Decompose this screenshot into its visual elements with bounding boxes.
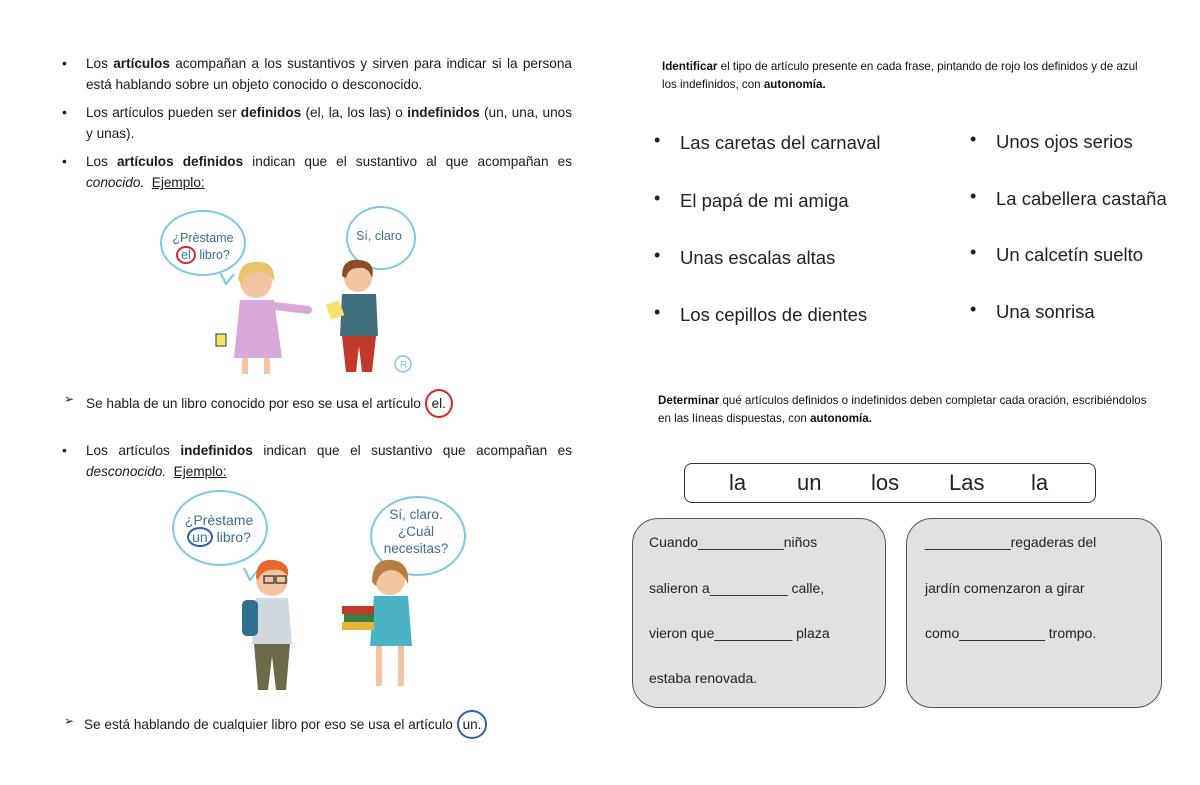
example-label: Ejemplo: — [151, 175, 205, 190]
bold-term: artículos — [113, 56, 170, 71]
text: Los — [86, 56, 114, 71]
article-circle-el: el — [176, 246, 196, 264]
text: (el, la, los las) o — [301, 105, 408, 120]
illustration-definite — [160, 210, 420, 375]
instruction-identify: Identificar el tipo de artículo presente en cada frase, pintando de rojo los definidos y de azul los indefinidos, con autonomía. — [662, 60, 1138, 91]
word-bank-item: Las — [949, 470, 985, 495]
article-circle-el-red: el. — [425, 389, 453, 418]
sentence-line: como___________ trompo. — [925, 625, 1097, 641]
speech-bubble-right-text: Sí, claro — [356, 229, 402, 243]
bullet-articles-intro — [86, 53, 572, 95]
bullet-dot: • — [62, 153, 67, 169]
bullet-definite-articles — [86, 151, 572, 193]
characters-illustration — [200, 250, 420, 378]
sentence-line: estaba renovada. — [649, 670, 758, 686]
sentence-line: jardín comenzaron a girar — [925, 580, 1085, 596]
registered-mark-text: R — [400, 360, 408, 371]
illustration-indefinite — [172, 490, 472, 700]
sentence-line: ___________regaderas del — [925, 534, 1097, 550]
speech-bubble-right-text: Sí, claro. ¿Cuál necesitas? — [383, 507, 449, 556]
article-circle-un-blue: un. — [457, 710, 488, 739]
text: Los artículos pueden ser — [86, 105, 241, 120]
sentence-line: salieron a__________ calle, — [649, 580, 825, 596]
italic-term: conocido. — [86, 175, 145, 190]
text: indican que el sustantivo al que acompañan es — [243, 154, 572, 169]
arrow-bullet-icon: ➢ — [64, 714, 75, 728]
bold-term: artículos definidos — [117, 154, 244, 169]
text: acompañan a los sustantivos y sirven para indicar si la persona está hablando sobre un objeto conocido o desconocido. — [86, 56, 572, 92]
arrow-bullet-icon: ➢ — [64, 392, 75, 406]
speech-bubble-left-text: ¿Prèstame un libro? — [184, 512, 254, 545]
bullet-indefinite-articles: Los artículos indefinidos indican que el sustantivo que acompañan es desconocido. Ejemplo: — [86, 443, 572, 479]
bold-term: indefinidos — [407, 105, 480, 120]
word-bank-item: los — [871, 470, 900, 495]
sentence-line: Cuando___________niños — [649, 534, 818, 550]
word-bank-item: un — [797, 470, 822, 495]
word-bank-item: la — [1031, 470, 1049, 495]
article-circle-un: un — [187, 527, 213, 547]
note-indefinite: Se está hablando de cualquier libro por eso se usa el artículo un. — [84, 710, 487, 739]
word-bank-item: la — [729, 470, 747, 495]
word-bank — [684, 463, 1096, 503]
text: Los — [86, 154, 117, 169]
fill-panel-left — [632, 518, 886, 708]
bullet-articles-types — [86, 102, 572, 144]
characters-illustration — [222, 550, 452, 700]
instruction-determine: Determinar qué artículos definidos o indefinidos deben completar cada oración, escribiéndolos en las líneas dispuestas, con autonomía. — [658, 394, 1147, 425]
bold-term: definidos — [240, 105, 302, 120]
bullet-dot: • — [62, 55, 67, 71]
sentence-line: vieron que__________ plaza — [649, 625, 830, 641]
bullet-dot: • — [62, 442, 67, 458]
note-definite: Se habla de un libro conocido por eso se usa el artículo el. — [86, 389, 453, 418]
text: (un, una, unos y unas). — [86, 105, 572, 141]
fill-panel-right — [906, 518, 1162, 708]
bullet-dot: • — [62, 104, 67, 120]
example-label: Ejemplo: — [173, 464, 227, 479]
speech-bubble-left-text: ¿Prèstame el libro? — [172, 231, 234, 262]
